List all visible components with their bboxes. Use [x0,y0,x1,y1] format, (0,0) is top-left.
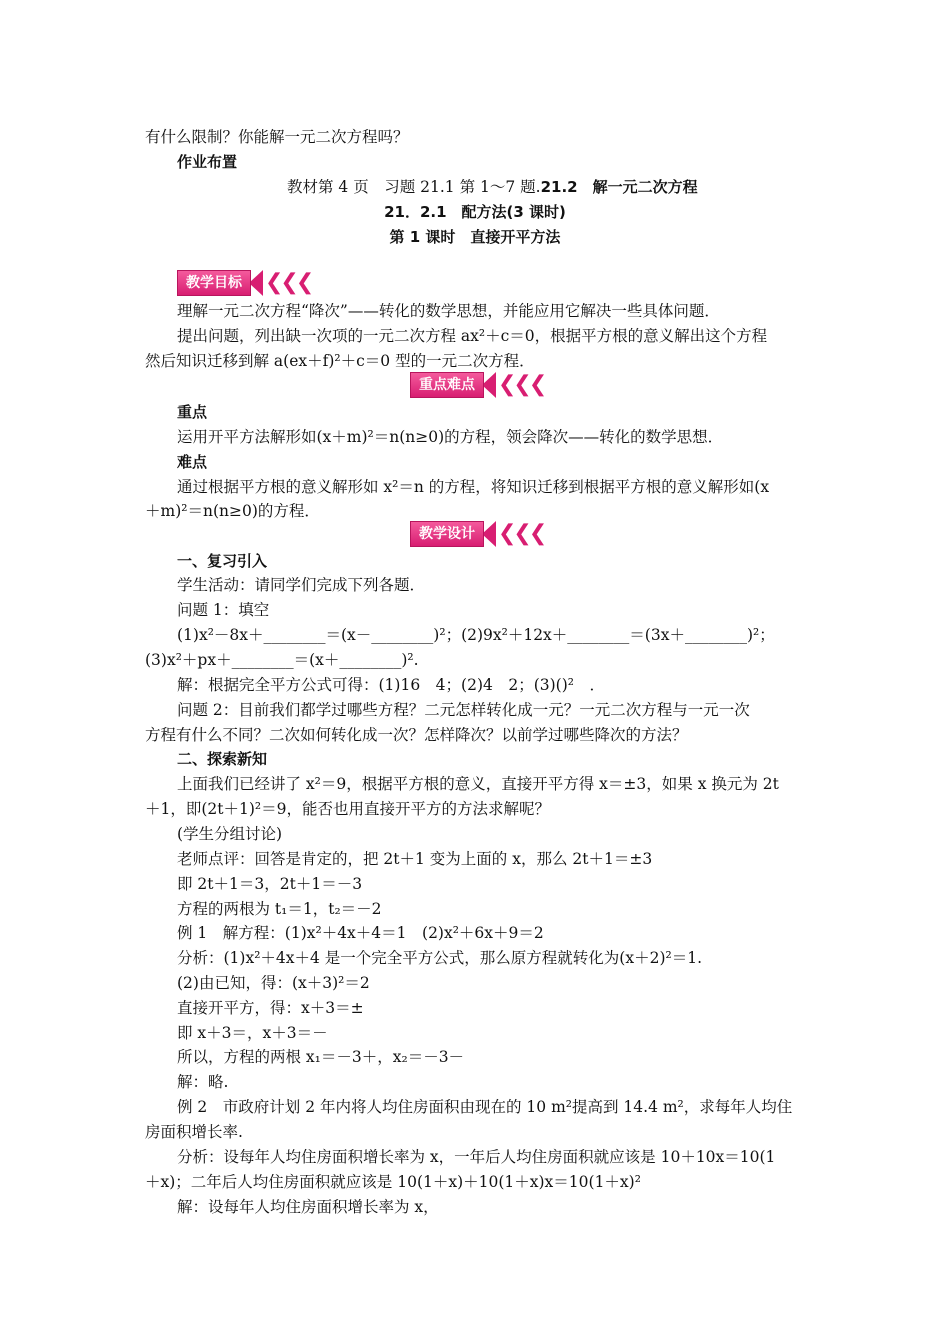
text-line: 解：设每年人均住房面积增长率为 x， [177,1198,439,1216]
text-line: ＋x)；二年后人均住房面积就应该是 10(1＋x)＋10(1＋x)x＝10(1＋x)² [145,1173,641,1191]
banner-arrow-icon [482,372,496,398]
banner-label: 教学目标 [177,270,251,296]
text-line: (2)由已知，得：(x＋3)²＝2 [177,974,370,992]
chevrons-icon: ❮❮❮ [498,521,545,546]
homework-heading: 作业布置 [177,153,238,171]
goal-paragraph: 然后知识迁移到解 a(ex＋f)²＋c＝0 型的一元二次方程． [145,352,535,370]
section-heading: 二、探索新知 [177,750,268,768]
text-line: 方程的两根为 t₁＝1，t₂＝－2 [177,900,382,918]
section-title: 21.2 解一元二次方程 [540,178,698,196]
text-line: 解：略. [177,1073,229,1091]
text-line: ＋1，即(2t＋1)²＝9，能否也用直接开平方的方法求解呢？ [145,800,550,818]
banner-key-points [410,372,544,398]
text-line: (学生分组讨论) [177,825,283,843]
text-line: 例 1 解方程：(1)x²＋4x＋4＝1 (2)x²＋6x＋9＝2 [177,924,544,942]
lesson-title: 第 1 课时 直接开平方法 [389,228,561,246]
focus-text: 运用开平方法解形如(x＋m)²＝n(n≥0)的方程，领会降次——转化的数学思想． [177,428,724,446]
text-line: (1)x²－8x＋________＝(x－________)²；(2)9x²＋12x＋________＝(3x＋________)²； [177,626,775,644]
text-line: 房面积增长率. [145,1123,243,1141]
text-line: 分析：(1)x²＋4x＋4 是一个完全平方公式，那么原方程就转化为(x＋2)²＝1. [177,949,703,967]
banner-teaching-goals [177,270,311,296]
text-line: 解：根据完全平方公式可得：(1)16 4；(2)4 2；(3)()² ． [177,676,605,694]
text-line: 所以，方程的两根 x₁＝－3＋，x₂＝－3－ [177,1048,465,1066]
banner-arrow-icon [249,270,263,296]
banner-teaching-design [410,521,544,547]
text-line: (3)x²＋px＋________＝(x＋________)². [145,651,419,669]
chevrons-icon: ❮❮❮ [498,372,545,397]
banner-arrow-icon [482,521,496,547]
difficulty-label: 难点 [177,453,208,471]
text-line: 即 x＋3＝，x＋3＝－ [177,1024,328,1042]
goal-paragraph: 提出问题，列出缺一次项的一元二次方程 ax²＋c＝0，根据平方根的意义解出这个方程 [177,327,768,345]
section-heading: 一、复习引入 [177,552,268,570]
text-line: 方程有什么不同？二次如何转化成一次？怎样降次？以前学过哪些降次的方法？ [145,726,688,744]
intro-line: 有什么限制？你能解一元二次方程吗？ [145,128,409,146]
chevrons-icon: ❮❮❮ [265,270,312,295]
focus-label: 重点 [177,403,208,421]
text-line: 老师点评：回答是肯定的，把 2t＋1 变为上面的 x，那么 2t＋1＝±3 [177,850,653,868]
subsection-title: 21．2.1 配方法(3 课时) [384,203,566,221]
difficulty-text: 通过根据平方根的意义解形如 x²＝n 的方程，将知识迁移到根据平方根的意义解形如(x [177,478,770,496]
goal-paragraph: 理解一元二次方程“降次”——转化的数学思想，并能应用它解决一些具体问题． [177,302,720,320]
text-line: 学生活动：请同学们完成下列各题． [177,576,426,594]
text-line: 上面我们已经讲了 x²＝9，根据平方根的意义，直接开平方得 x＝±3，如果 x 换元为 2t [177,775,779,793]
homework-text: 教材第 4 页 习题 21.1 第 1～7 题. [287,178,541,196]
difficulty-text: ＋m)²＝n(n≥0)的方程． [145,502,320,520]
text-line: 问题 1：填空 [177,601,270,619]
banner-label: 教学设计 [410,521,484,547]
text-line: 分析：设每年人均住房面积增长率为 x，一年后人均住房面积就应该是 10＋10x＝10(1 [177,1148,776,1166]
text-line: 问题 2：目前我们都学过哪些方程？二元怎样转化成一元？一元二次方程与一元一次 [177,701,750,719]
text-line: 直接开平方，得：x＋3＝± [177,999,364,1017]
homework-line [287,177,698,197]
banner-label: 重点难点 [410,372,484,398]
text-line: 即 2t＋1＝3，2t＋1＝－3 [177,875,363,893]
text-line: 例 2 市政府计划 2 年内将人均住房面积由现在的 10 m²提高到 14.4 m²，求每年人均住 [177,1098,793,1116]
